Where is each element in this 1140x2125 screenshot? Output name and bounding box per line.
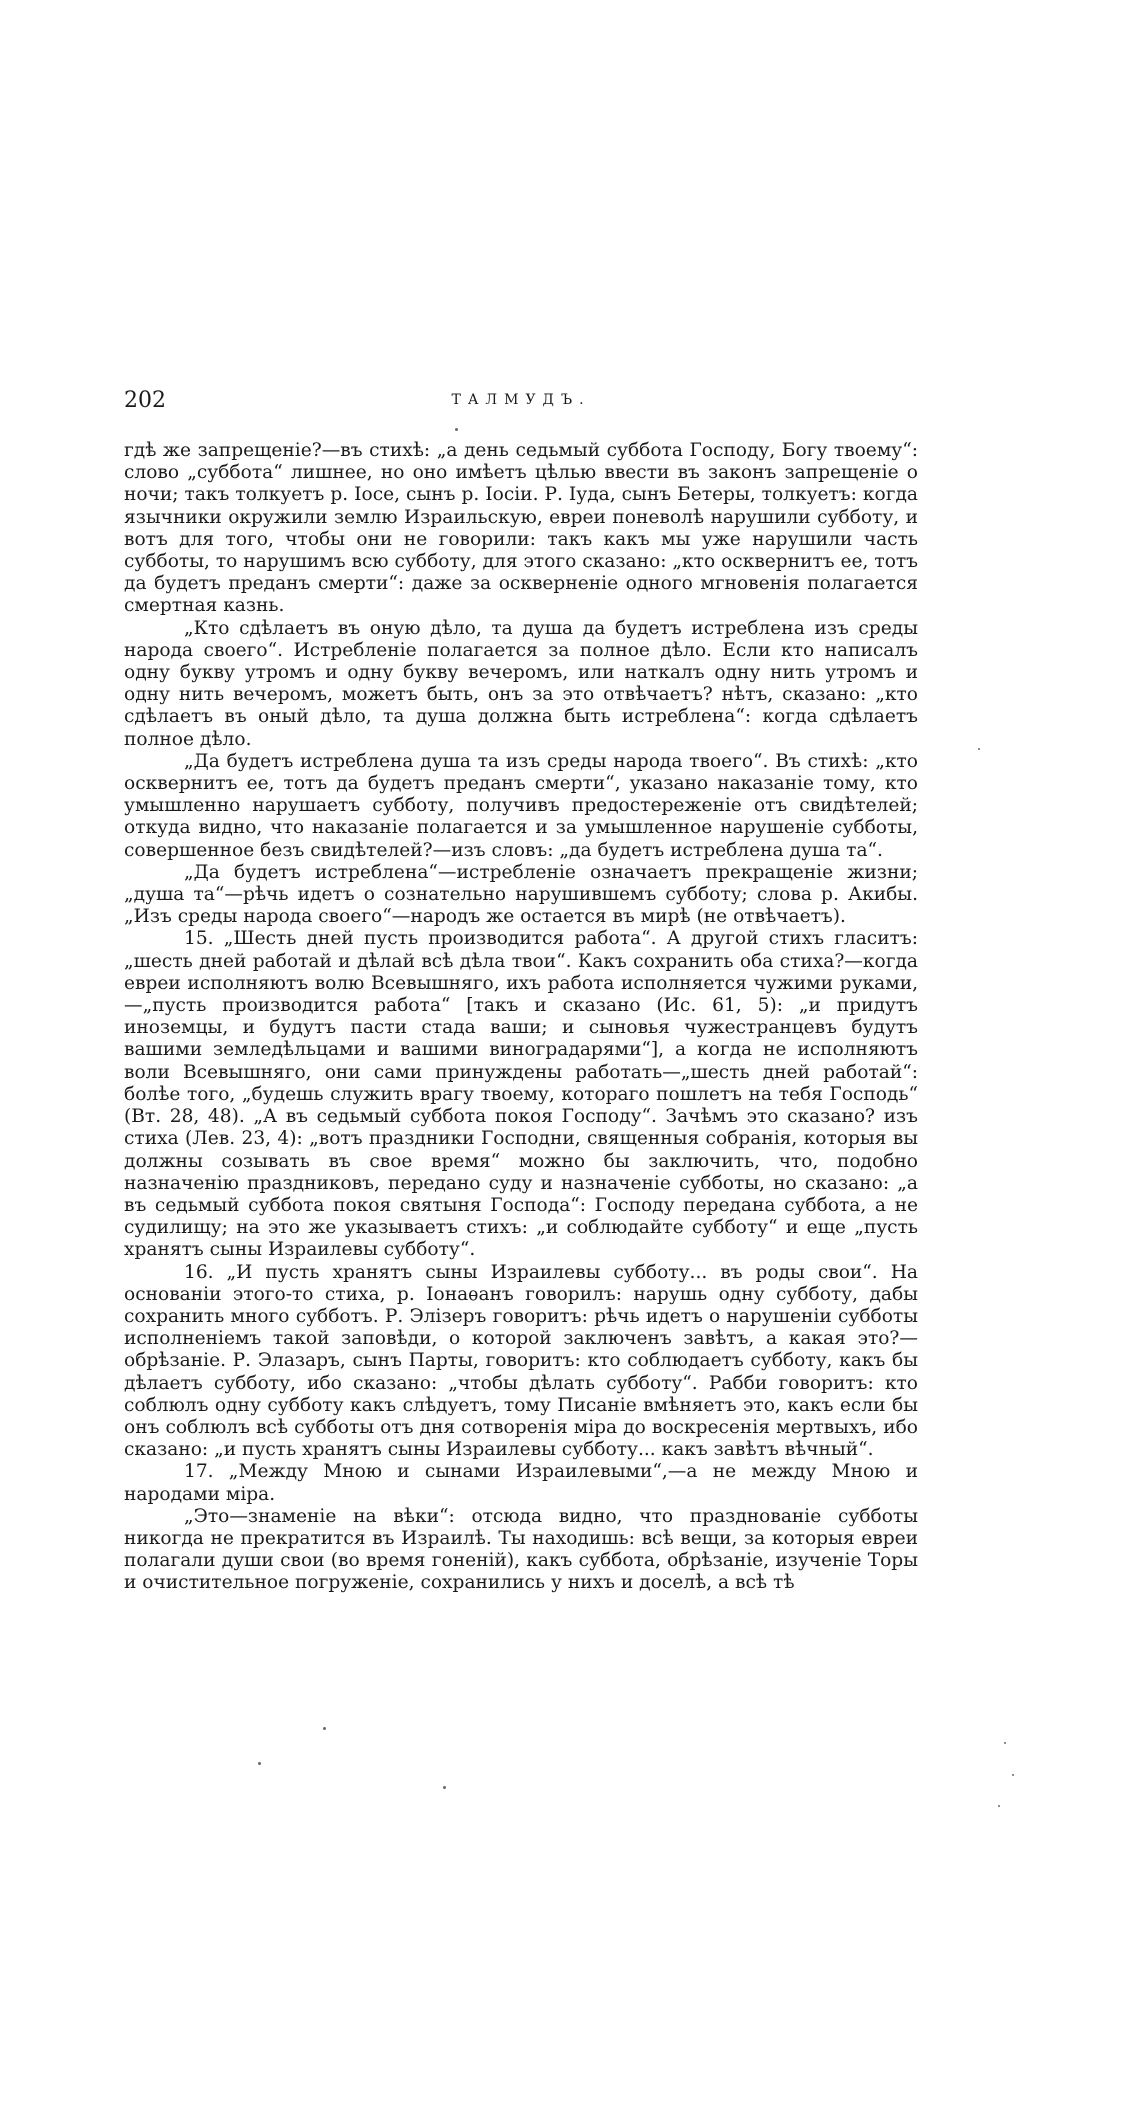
scan-speck — [1004, 1742, 1006, 1744]
paragraph: „Да будетъ истреблена“—истребленіе означаетъ прекращеніе жизни; „душа та“—рѣчь идетъ о сознательно нарушившемъ субботу; слова р. Акибы. „Изъ среды народа своего“—народъ же остается въ мирѣ (не отвѣчаетъ). — [124, 861, 918, 928]
scan-speck — [323, 1727, 326, 1730]
paragraph: 17. „Между Мною и сынами Израилевыми“,—а не между Мною и народами міра. — [124, 1461, 918, 1505]
page-number: 202 — [124, 388, 166, 413]
body-text — [124, 440, 918, 1595]
scan-speck — [1012, 1774, 1014, 1776]
scan-speck — [455, 428, 458, 431]
page-header — [124, 388, 918, 418]
paragraph: 15. „Шесть дней пусть производится работа“. А другой стихъ гласитъ: „шесть дней работай и дѣлай всѣ дѣла твои“. Какъ сохранить оба стиха?—когда евреи исполняютъ волю Всевышняго, ихъ работа исполняется чужими руками,—„пусть производится работа“ [такъ и сказано (Ис. 61, 5): „и придутъ иноземцы, и будутъ пасти стада ваши; и сыновья чужестранцевъ будутъ вашими земледѣльцами и вашими виноградарями“], а когда не исполняютъ воли Всевышняго, они сами принуждены работать—„шесть дней работай“: болѣе того, „будешь служить врагу твоему, котораго пошлетъ на тебя Господь“ (Вт. 28, 48). „А въ седьмый суббота покоя Господу“. Зачѣмъ это сказано? изъ стиха (Лев. 23, 4): „вотъ праздники Господни, священныя собранія, которыя вы должны созывать въ свое время“ можно бы заключить, что, подобно назначенію праздниковъ, передано суду и назначеніе субботы, но сказано: „а въ седьмый суббота покоя святыня Господа“: Господу передана суббота, а не судилищу; на это же указываетъ стихъ: „и соблюдайте субботу“ и еще „пусть хранятъ сыны Израилевы субботу“. — [124, 928, 918, 1261]
paragraph: „Кто сдѣлаетъ въ оную дѣло, та душа да будетъ истреблена изъ среды народа своего“. Истребленіе полагается за полное дѣло. Если кто написалъ одну букву утромъ и одну букву вечеромъ, или наткалъ одну нить утромъ и одну нить вечеромъ, можетъ быть, онъ за это отвѣчаетъ? нѣтъ, сказано: „кто сдѣлаетъ въ оный дѣло, та душа должна быть истреблена“: когда сдѣлаетъ полное дѣло. — [124, 617, 918, 750]
paragraph: „Это—знаменіе на вѣки“: отсюда видно, что празднованіе субботы никогда не прекратится въ Израилѣ. Ты находишь: всѣ вещи, за которыя евреи полагали души свои (во время гоненій), какъ суббота, обрѣзаніе, изученіе Торы и очистительное погруженіе, сохранились у нихъ и доселѣ, а всѣ тѣ — [124, 1505, 918, 1594]
scan-speck — [998, 1805, 1000, 1807]
running-title: ТАЛМУДЪ. — [451, 392, 591, 408]
paragraph: „Да будетъ истреблена душа та изъ среды народа твоего“. Въ стихѣ: „кто осквернитъ ее, тотъ да будетъ преданъ смерти“, указано наказаніе тому, кто умышленно нарушаетъ субботу, получивъ предостереженіе отъ свидѣтелей; откуда видно, что наказаніе полагается и за умышленное нарушеніе субботы, совершенное безъ свидѣтелей?—изъ словъ: „да будетъ истреблена душа та“. — [124, 750, 918, 861]
paragraph: гдѣ же запрещеніе?—въ стихѣ: „а день седьмый суббота Господу, Богу твоему“: слово „суббота“ лишнее, но оно имѣетъ цѣлью ввести въ законъ запрещеніе о ночи; такъ толкуетъ р. Іосе, сынъ р. Іосіи. Р. Іуда, сынъ Бетеры, толкуетъ: когда язычники окружили землю Израильскую, евреи поневолѣ нарушили субботу, и вотъ для того, чтобы они не говорили: такъ какъ мы уже нарушили часть субботы, то нарушимъ всю субботу, для этого сказано: „кто осквернитъ ее, тотъ да будетъ преданъ смерти“: даже за оскверненіе одного мгновенія полагается смертная казнь. — [124, 440, 918, 617]
scan-speck — [258, 1762, 261, 1765]
paragraph: 16. „И пусть хранятъ сыны Израилевы субботу... въ роды свои“. На основаніи этого-то стиха, р. Іонаѳанъ говорилъ: нарушь одну субботу, дабы сохранить много субботъ. Р. Элізеръ говоритъ: рѣчь идетъ о нарушеніи субботы исполненіемъ такой заповѣди, о которой заключенъ завѣтъ, а какая это?—обрѣзаніе. Р. Элазаръ, сынъ Парты, говоритъ: кто соблюдаетъ субботу, какъ бы дѣлаетъ субботу, ибо сказано: „чтобы дѣлать субботу“. Рабби говоритъ: кто соблюлъ одну субботу какъ слѣдуетъ, тому Писаніе вмѣняетъ это, какъ если бы онъ соблюлъ всѣ субботы отъ дня сотворенія міра до воскресенія мертвыхъ, ибо сказано: „и пусть хранятъ сыны Израилевы субботу... какъ завѣтъ вѣчный“. — [124, 1261, 918, 1461]
scan-speck — [978, 748, 980, 750]
scan-speck — [443, 1786, 446, 1789]
